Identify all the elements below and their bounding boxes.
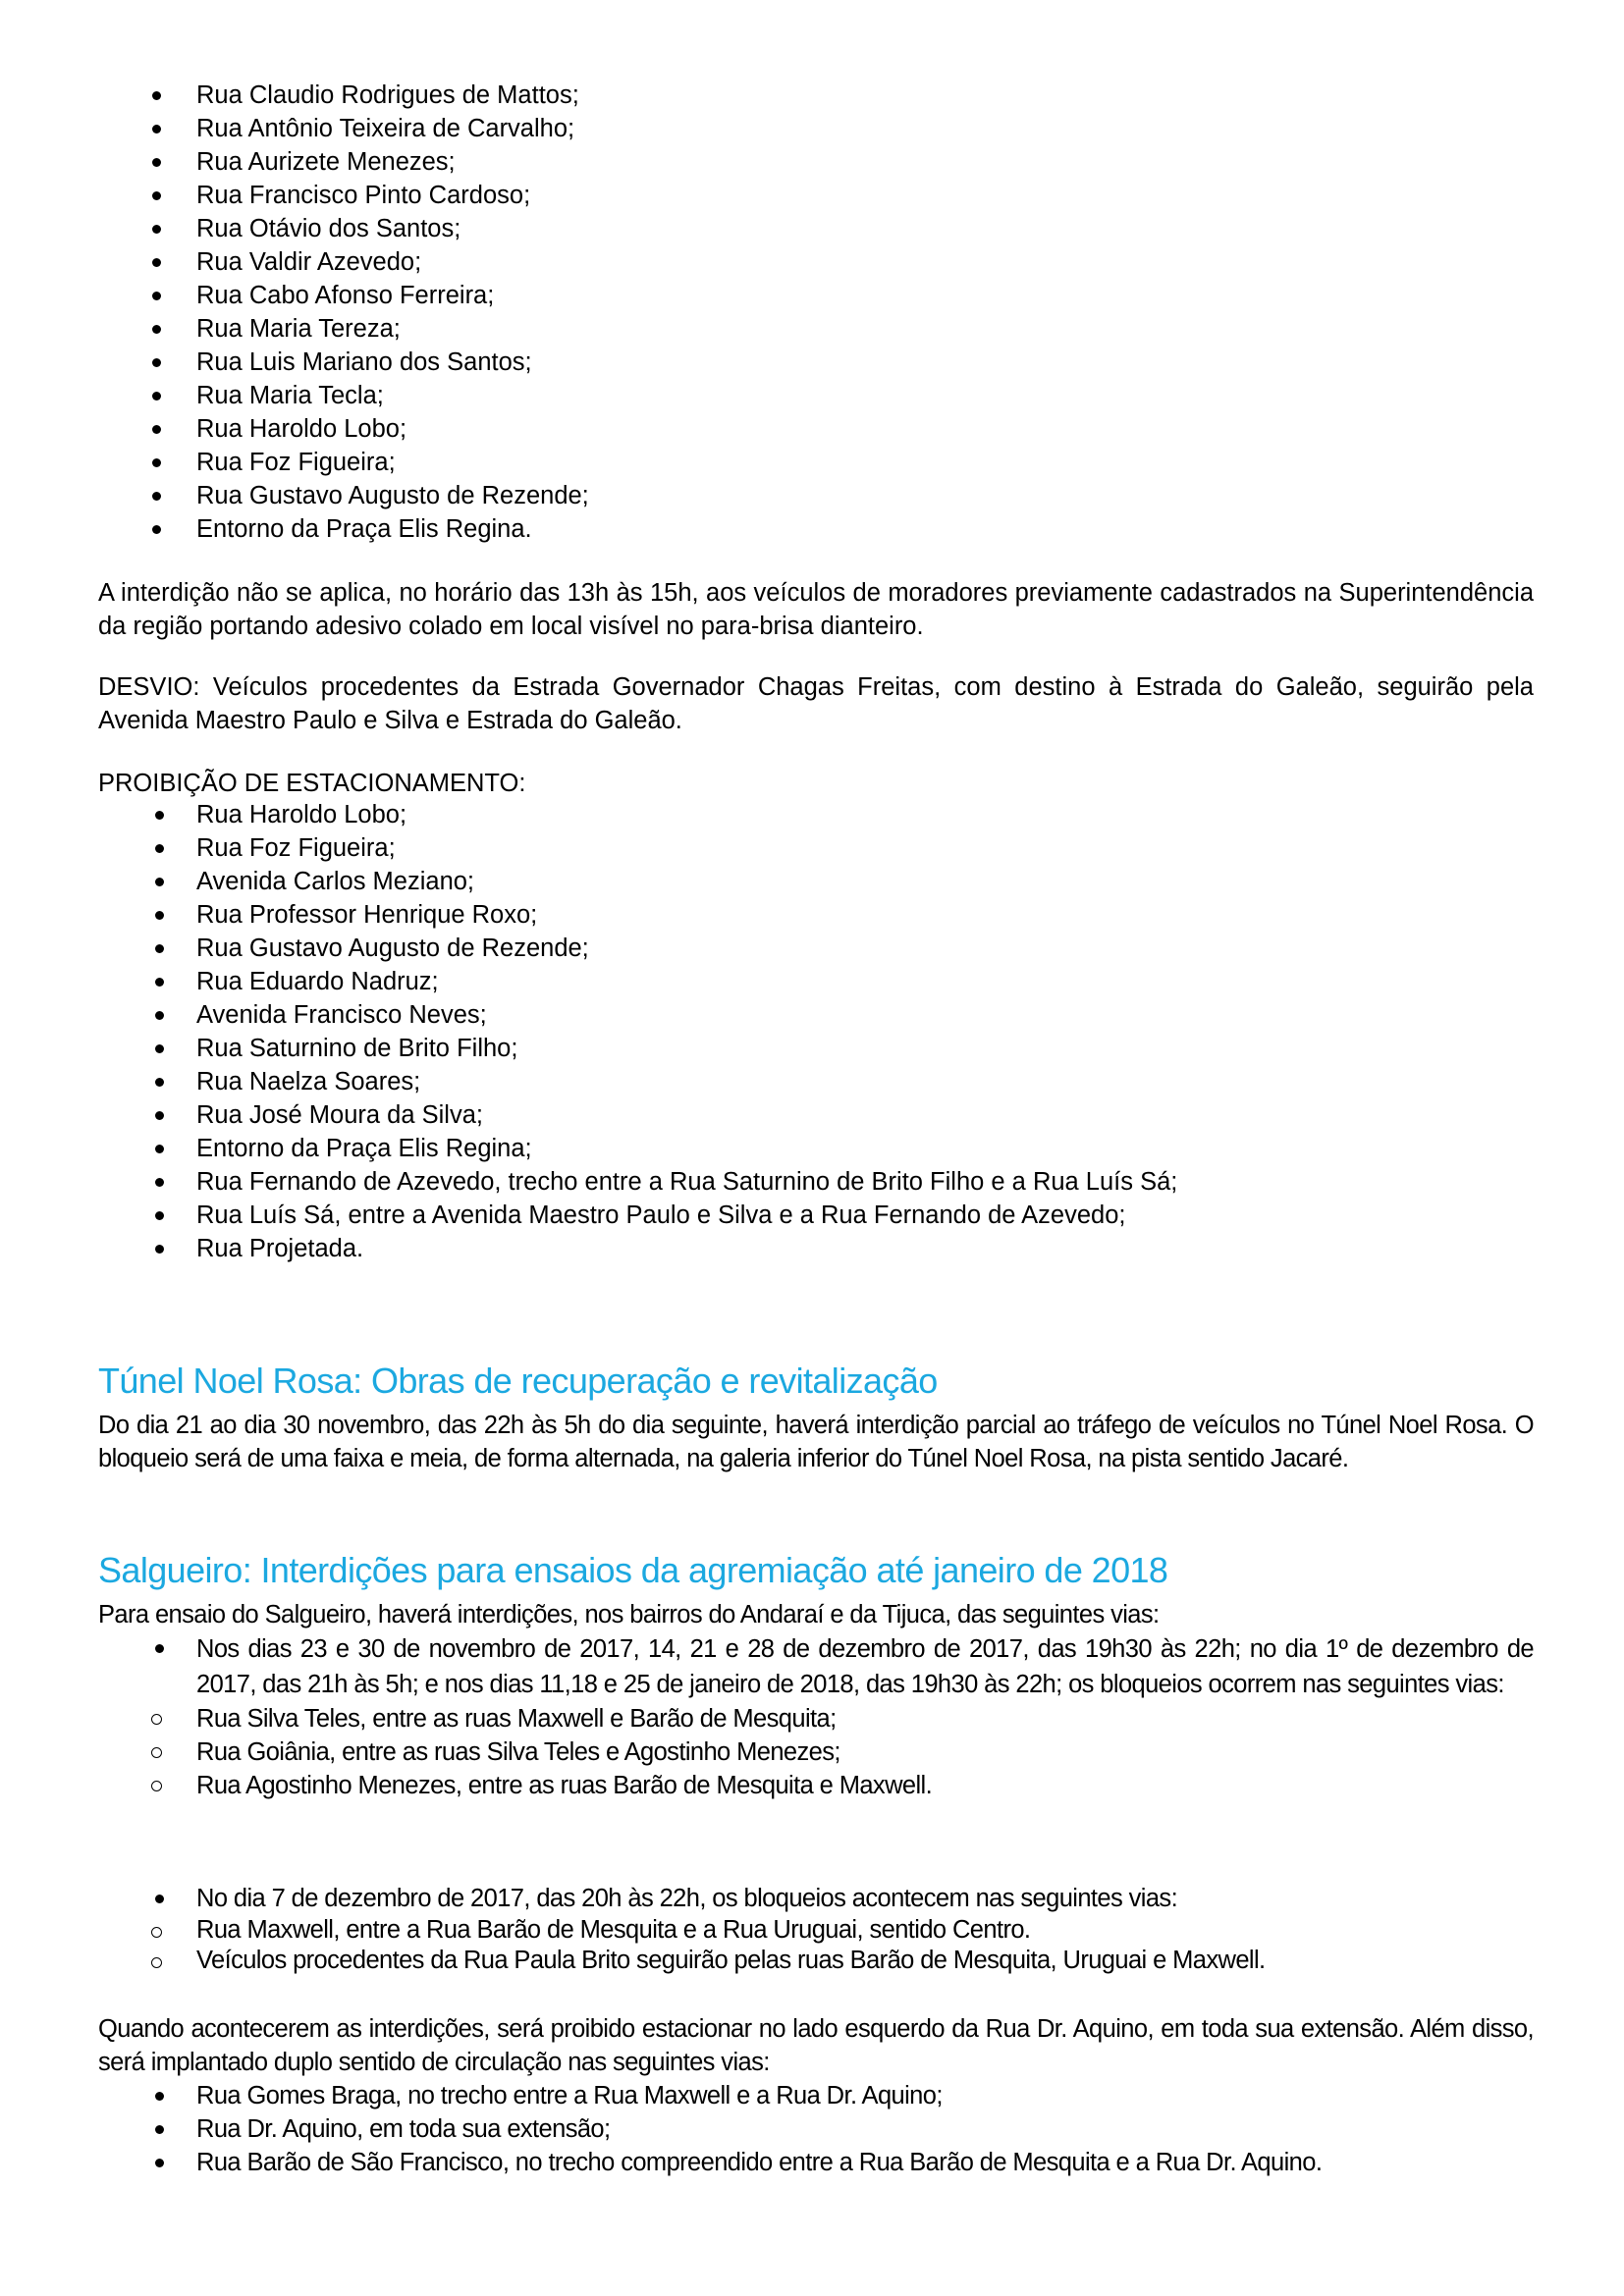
list-item: Rua Projetada. (98, 1232, 1177, 1265)
interdicted-streets-list (98, 79, 589, 546)
bullet-icon (155, 1044, 164, 1053)
list-item: Rua Goiânia, entre as ruas Silva Teles e Agostinho Menezes; (98, 1735, 1534, 1769)
list-item: Rua Naelza Soares; (98, 1065, 1177, 1098)
bullet-icon (155, 1145, 164, 1153)
list-item: Rua Silva Teles, entre as ruas Maxwell e Barão de Mesquita; (98, 1702, 1534, 1735)
bullet-icon (155, 1895, 164, 1903)
list-item: Rua Foz Figueira; (98, 831, 1177, 865)
tunel-section-title: Túnel Noel Rosa: Obras de recuperação e revitalização (98, 1361, 938, 1401)
list-item: Rua Fernando de Azevedo, trecho entre a Rua Saturnino de Brito Filho e a Rua Luís Sá; (98, 1165, 1177, 1199)
list-item: Rua Claudio Rodrigues de Mattos; (98, 79, 589, 112)
bullet-icon (155, 1178, 164, 1187)
bullet-icon (152, 525, 161, 534)
list-item: Rua Saturnino de Brito Filho; (98, 1032, 1177, 1065)
bullet-icon (155, 844, 164, 853)
list-item: Rua Eduardo Nadruz; (98, 965, 1177, 998)
salgueiro-schedule-2 (98, 1882, 1534, 1976)
list-item: Rua Francisco Pinto Cardoso; (98, 179, 589, 212)
bullet-icon (155, 2092, 164, 2101)
hollow-bullet-icon (151, 1927, 162, 1938)
two-way-streets-list (98, 2079, 1322, 2179)
salgueiro-section-title: Salgueiro: Interdições para ensaios da agremiação até janeiro de 2018 (98, 1550, 1168, 1590)
bullet-icon (152, 125, 161, 133)
bullet-icon (152, 492, 161, 501)
bullet-icon (155, 1111, 164, 1120)
list-item: Rua Maria Tereza; (98, 312, 589, 346)
bullet-icon (152, 292, 161, 300)
bullet-icon (155, 1245, 164, 1254)
list-item: Rua Professor Henrique Roxo; (98, 898, 1177, 932)
list-item: Entorno da Praça Elis Regina. (98, 512, 589, 546)
tunel-body: Do dia 21 ao dia 30 novembro, das 22h às 5h do dia seguinte, haverá interdição parcial ao tráfego de veículos no Túnel Noel Rosa. O bloqueio será de uma faixa e meia, de forma alternada, na galeria inferior do Túnel Noel Rosa, na pista sentido Jacaré. (98, 1412, 1534, 1472)
bullet-icon (155, 811, 164, 820)
parking-ban-list (98, 798, 1177, 1265)
exception-paragraph: A interdição não se aplica, no horário das 13h às 15h, aos veículos de moradores previamente cadastrados na Superintendência da região portando adesivo colado em local visível no para-brisa dianteiro. (98, 579, 1534, 640)
list-item: Rua Cabo Afonso Ferreira; (98, 279, 589, 312)
list-item: Rua Dr. Aquino, em toda sua extensão; (98, 2112, 1322, 2146)
list-item: Rua Maxwell, entre a Rua Barão de Mesquita e a Rua Uruguai, sentido Centro. (98, 1915, 1534, 1946)
schedule-2-streets (98, 1915, 1534, 1976)
list-item: Rua Maria Tecla; (98, 379, 589, 412)
bullet-icon (155, 878, 164, 886)
bullet-icon (155, 1078, 164, 1087)
list-item: Rua José Moura da Silva; (98, 1098, 1177, 1132)
detour-paragraph: DESVIO: Veículos procedentes da Estrada Governador Chagas Freitas, com destino à Estrada do Galeão, seguirão pela Avenida Maestro Paulo e Silva e Estrada do Galeão. (98, 673, 1534, 734)
bullet-icon (155, 1644, 164, 1653)
hollow-bullet-icon (151, 1957, 162, 1968)
list-item: Avenida Carlos Meziano; (98, 865, 1177, 898)
list-item: Nos dias 23 e 30 de novembro de 2017, 14, 21 e 28 de dezembro de 2017, das 19h30 às 22h; no dia 1º de dezembro de 2017, das 21h às 5h; e nos dias 11,18 e 25 de janeiro de 2018, das 19h30 às 22h; os bloqueios ocorrem nas seguintes vias: Rua Silva Teles, entre as ruas Maxwell e Barão de Mesquita; Rua Goiânia, entre as ruas Silva Teles e Agostinho Menezes; Rua Agostinho Menezes, entre as ruas Barão de Mesquita e Maxwell. (98, 1631, 1534, 1802)
list-item: Rua Agostinho Menezes, entre as ruas Barão de Mesquita e Maxwell. (98, 1769, 1534, 1802)
bullet-icon (152, 392, 161, 400)
list-item: Rua Otávio dos Santos; (98, 212, 589, 245)
list-item: Rua Gustavo Augusto de Rezende; (98, 479, 589, 512)
salgueiro-schedule-1 (98, 1631, 1534, 1802)
bullet-icon (155, 1011, 164, 1020)
list-item: Rua Foz Figueira; (98, 446, 589, 479)
bullet-icon (152, 225, 161, 234)
bullet-icon (152, 325, 161, 334)
bullet-icon (152, 158, 161, 167)
bullet-icon (152, 191, 161, 200)
list-item: No dia 7 de dezembro de 2017, das 20h às 22h, os bloqueios acontecem nas seguintes vias: Rua Maxwell, entre a Rua Barão de Mesquita e a Rua Uruguai, sentido Centro. Veículos procedentes da Rua Paula Brito seguirão pelas ruas Barão de Mesquita, Uruguai e Maxwell. (98, 1882, 1534, 1976)
list-item: Rua Luís Sá, entre a Avenida Maestro Paulo e Silva e a Rua Fernando de Azevedo; (98, 1199, 1177, 1232)
salgueiro-parking-paragraph: Quando acontecerem as interdições, será proibido estacionar no lado esquerdo da Rua Dr. Aquino, em toda sua extensão. Além disso, será implantado duplo sentido de circulação nas seguintes vias: (98, 2015, 1534, 2076)
salgueiro-intro: Para ensaio do Salgueiro, haverá interdições, nos bairros do Andaraí e da Tijuca, das seguintes vias: (98, 1601, 1160, 1629)
bullet-icon (155, 2159, 164, 2167)
bullet-icon (155, 1211, 164, 1220)
bullet-icon (152, 458, 161, 467)
list-item: Rua Aurizete Menezes; (98, 145, 589, 179)
list-item: Rua Luis Mariano dos Santos; (98, 346, 589, 379)
list-item: Rua Antônio Teixeira de Carvalho; (98, 112, 589, 145)
bullet-icon (155, 2125, 164, 2134)
list-item: Veículos procedentes da Rua Paula Brito seguirão pelas ruas Barão de Mesquita, Uruguai e Maxwell. (98, 1946, 1534, 1976)
hollow-bullet-icon (151, 1714, 162, 1725)
parking-ban-heading: PROIBIÇÃO DE ESTACIONAMENTO: (98, 770, 526, 797)
list-item: Rua Gomes Braga, no trecho entre a Rua Maxwell e a Rua Dr. Aquino; (98, 2079, 1322, 2112)
list-item: Rua Barão de São Francisco, no trecho compreendido entre a Rua Barão de Mesquita e a Rua Dr. Aquino. (98, 2146, 1322, 2179)
bullet-icon (155, 978, 164, 987)
list-item: Rua Valdir Azevedo; (98, 245, 589, 279)
bullet-icon (155, 944, 164, 953)
bullet-icon (152, 258, 161, 267)
list-item: Rua Haroldo Lobo; (98, 798, 1177, 831)
list-item: Avenida Francisco Neves; (98, 998, 1177, 1032)
list-item: Entorno da Praça Elis Regina; (98, 1132, 1177, 1165)
hollow-bullet-icon (151, 1747, 162, 1758)
schedule-1-streets (98, 1702, 1534, 1802)
bullet-icon (152, 358, 161, 367)
list-item: Rua Gustavo Augusto de Rezende; (98, 932, 1177, 965)
list-item: Rua Haroldo Lobo; (98, 412, 589, 446)
bullet-icon (152, 425, 161, 434)
bullet-icon (152, 91, 161, 100)
bullet-icon (155, 911, 164, 920)
hollow-bullet-icon (151, 1781, 162, 1791)
